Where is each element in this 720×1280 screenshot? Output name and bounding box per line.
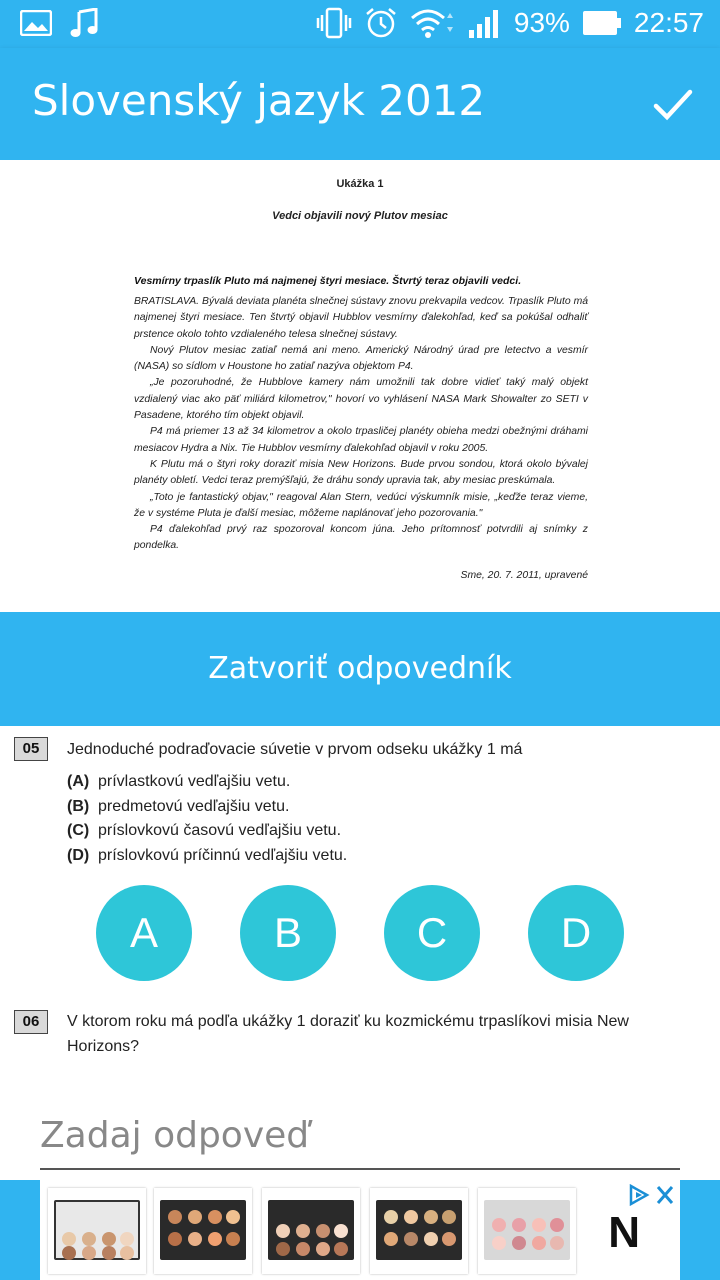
option-key: (C) xyxy=(67,822,90,839)
answer-b-button[interactable]: B xyxy=(240,885,336,981)
question-number: 05 xyxy=(14,737,48,761)
question-number: 06 xyxy=(14,1010,48,1034)
excerpt-source: Sme, 20. 7. 2011, upravené xyxy=(460,570,588,581)
excerpt-paragraph: „Toto je fantastický objav," reagoval Alan Stern, vedúci výskumník misie, „keďže teraz vieme, že v systéme Pluta je ďalší mesiac, môžeme naplánovať jeho pozorovania." xyxy=(134,491,588,519)
answer-c-button[interactable]: C xyxy=(384,885,480,981)
answer-field xyxy=(40,1105,680,1170)
option-d xyxy=(67,847,347,865)
answer-input[interactable] xyxy=(40,1105,680,1165)
battery-percent: 93% xyxy=(513,7,570,38)
option-text: prívlastkovú vedľajšiu vetu. xyxy=(98,773,291,790)
ad-product-image[interactable] xyxy=(154,1188,252,1274)
option-c xyxy=(67,822,341,840)
ad-product-image[interactable] xyxy=(48,1188,146,1274)
option-a xyxy=(67,773,290,791)
option-text: predmetovú vedľajšiu vetu. xyxy=(98,798,290,815)
vibrate-icon xyxy=(316,7,352,39)
music-note-icon xyxy=(70,8,98,38)
answer-d-button[interactable]: D xyxy=(528,885,624,981)
excerpt-paragraph: BRATISLAVA. Bývalá deviata planéta slnečnej sústavy znovu prekvapila vedcov. Trpaslík Pluto má najmenej štyri mesiace. Ten štvrtý objavil Hubblov vesmírny ďalekohľad, keď sa pokúšal odhaliť prstence okolo tohto vzdialeného telesa slnečnej sústavy. xyxy=(134,296,588,340)
wifi-icon xyxy=(410,7,456,39)
app-bar xyxy=(0,48,720,160)
excerpt-paragraph: P4 má priemer 13 až 34 kilometrov a okolo trpasličej planéty obieha medzi obežnými dráhami mesiacov Hydra a Nix. Tie Hubblov vesmírny ďalekohľad objavil v roku 2005. xyxy=(134,426,588,454)
checkmark-icon[interactable] xyxy=(652,84,694,126)
ad-product-image[interactable] xyxy=(478,1188,576,1274)
article-excerpt xyxy=(0,160,720,612)
excerpt-headline: Vedci objavili nový Plutov mesiac xyxy=(272,210,448,222)
battery-icon xyxy=(582,10,622,36)
close-answer-sheet-button[interactable]: Zatvoriť odpovedník xyxy=(0,612,720,726)
ad-choices-icon[interactable] xyxy=(628,1184,676,1211)
ad-product-image[interactable] xyxy=(370,1188,468,1274)
answer-a-button[interactable]: A xyxy=(96,885,192,981)
excerpt-body xyxy=(134,294,588,555)
question-text: Jednoduché podraďovacie súvetie v prvom odseku ukážky 1 má xyxy=(67,741,523,758)
alarm-icon xyxy=(364,6,398,40)
ad-brand-logo[interactable]: N xyxy=(608,1208,640,1257)
gallery-icon xyxy=(20,10,52,36)
page-title: Slovenský jazyk 2012 xyxy=(32,76,486,125)
ad-product-image[interactable] xyxy=(262,1188,360,1274)
option-b xyxy=(67,798,289,816)
excerpt-paragraph: Nový Plutov mesiac zatiaľ nemá ani meno. Americký Národný úrad pre letectvo a vesmír (NASA) so sídlom v Houstone ho zatiaľ nazýva objektom P4. xyxy=(134,344,588,373)
excerpt-paragraph: K Plutu má o štyri roky doraziť misia New Horizons. Bude prvou sondou, ktorá okolo bývalej planéty obletí. Vedci teraz premýšľajú, že dráhu sondy upravia tak, aby mesiac preskúmala. xyxy=(134,458,588,487)
status-bar xyxy=(0,0,720,48)
excerpt-kicker: Ukážka 1 xyxy=(336,178,384,190)
ad-banner[interactable] xyxy=(0,1180,720,1280)
answer-buttons xyxy=(0,885,720,981)
option-key: (D) xyxy=(67,847,90,864)
signal-icon xyxy=(468,8,502,38)
clock: 22:57 xyxy=(633,7,704,38)
option-key: (B) xyxy=(67,798,90,815)
excerpt-paragraph: „Je pozoruhodné, že Hubblove kamery nám umožnili tak dobre vidieť taký malý objekt vzdialený viac ako päť miliárd kilometrov," hovorí vo vyhlásení NASA Mark Showalter zo SETI v Pasadene, ktorého tím objekt objavil. xyxy=(134,377,588,422)
excerpt-paragraph: P4 ďalekohľad prvý raz spozoroval koncom júna. Jeho prítomnosť potvrdili aj snímky z pondelka. xyxy=(134,524,588,552)
excerpt-lead: Vesmírny trpaslík Pluto má najmenej štyri mesiace. Štvrtý teraz objavili vedci. xyxy=(134,275,522,287)
option-key: (A) xyxy=(67,773,90,790)
question-text: V ktorom roku má podľa ukážky 1 doraziť ku kozmickému trpaslíkovi misia New Horizons? xyxy=(67,1013,629,1055)
ad-content[interactable] xyxy=(40,1180,680,1280)
option-text: príslovkovú časovú vedľajšiu vetu. xyxy=(98,822,342,839)
option-text: príslovkovú príčinnú vedľajšiu vetu. xyxy=(98,847,348,864)
